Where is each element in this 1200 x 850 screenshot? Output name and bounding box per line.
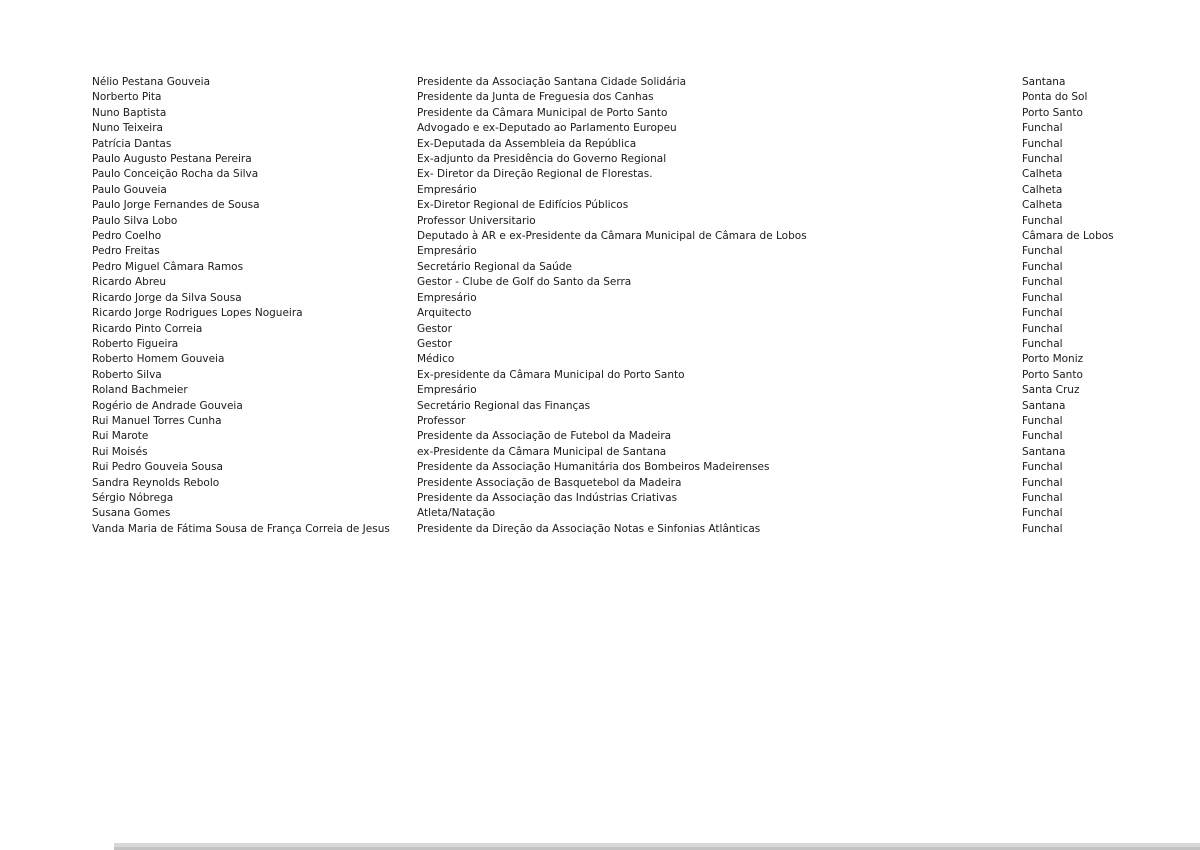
person-role: Professor Universitario xyxy=(417,214,536,227)
table-row xyxy=(92,275,1112,290)
person-role: Professor xyxy=(417,414,466,427)
person-role: Deputado à AR e ex-Presidente da Câmara Municipal de Câmara de Lobos xyxy=(417,230,807,243)
person-city: Funchal xyxy=(1022,291,1063,304)
table-row xyxy=(92,399,1112,414)
person-name: Roberto Homem Gouveia xyxy=(92,353,225,366)
person-city: Funchal xyxy=(1022,214,1063,227)
person-name: Ricardo Jorge Rodrigues Lopes Nogueira xyxy=(92,307,303,320)
person-city: Funchal xyxy=(1022,153,1063,166)
table-row xyxy=(92,368,1112,383)
person-city: Funchal xyxy=(1022,276,1063,289)
person-role: Atleta/Natação xyxy=(417,507,496,520)
table-row xyxy=(92,291,1112,306)
person-name: Roland Bachmeier xyxy=(92,384,188,397)
person-name: Pedro Coelho xyxy=(92,230,162,243)
person-name: Ricardo Abreu xyxy=(92,276,167,289)
person-city: Funchal xyxy=(1022,491,1063,504)
table-row xyxy=(92,352,1112,367)
person-role: Presidente da Direção da Associação Notas e Sinfonias Atlânticas xyxy=(417,522,761,535)
person-name: Sérgio Nóbrega xyxy=(92,491,174,504)
person-role: Presidente da Câmara Municipal de Porto Santo xyxy=(417,106,668,119)
table-row xyxy=(92,476,1112,491)
person-city: Calheta xyxy=(1022,183,1063,196)
person-role: Presidente da Associação Humanitária dos Bombeiros Madeirenses xyxy=(417,461,770,474)
person-role: Presidente Associação de Basquetebol da Madeira xyxy=(417,476,682,489)
table-row xyxy=(92,183,1112,198)
person-role: Ex-Deputada da Assembleia da República xyxy=(417,137,637,150)
table-row xyxy=(92,260,1112,275)
person-name: Paulo Silva Lobo xyxy=(92,214,178,227)
person-city: Funchal xyxy=(1022,337,1063,350)
person-name: Nélio Pestana Gouveia xyxy=(92,76,211,88)
person-name: Rui Pedro Gouveia Sousa xyxy=(92,461,223,474)
person-role: Ex-presidente da Câmara Municipal do Porto Santo xyxy=(417,368,685,381)
person-city: Funchal xyxy=(1022,245,1063,258)
table-row xyxy=(92,429,1112,444)
table-row xyxy=(92,167,1112,182)
table-row xyxy=(92,244,1112,259)
person-city: Funchal xyxy=(1022,307,1063,320)
person-role: Presidente da Associação de Futebol da Madeira xyxy=(417,430,672,443)
person-role: Arquitecto xyxy=(417,307,472,320)
person-city: Funchal xyxy=(1022,522,1063,535)
table-row xyxy=(92,322,1112,337)
person-role: Advogado e ex-Deputado ao Parlamento Europeu xyxy=(417,122,677,135)
table-row xyxy=(92,137,1112,152)
person-name: Patrícia Dantas xyxy=(92,137,172,150)
person-city: Santana xyxy=(1022,399,1066,412)
table-row xyxy=(92,106,1112,121)
person-role: Gestor xyxy=(417,337,452,350)
table-row xyxy=(92,214,1112,229)
person-role: Presidente da Associação Santana Cidade Solidária xyxy=(417,76,687,88)
table-row xyxy=(92,229,1112,244)
table-row xyxy=(92,491,1112,506)
person-name: Ricardo Jorge da Silva Sousa xyxy=(92,291,242,304)
person-name: Paulo Jorge Fernandes de Sousa xyxy=(92,199,260,212)
person-role: Secretário Regional das Finanças xyxy=(417,399,591,412)
table-row xyxy=(92,90,1112,105)
person-role: Empresário xyxy=(417,245,477,258)
person-city: Ponta do Sol xyxy=(1022,91,1088,104)
person-role: Ex- Diretor da Direção Regional de Florestas. xyxy=(417,168,653,181)
person-city: Calheta xyxy=(1022,199,1063,212)
person-city: Funchal xyxy=(1022,137,1063,150)
person-city: Câmara de Lobos xyxy=(1022,230,1114,243)
table-row xyxy=(92,337,1112,352)
person-city: Funchal xyxy=(1022,461,1063,474)
person-name: Paulo Gouveia xyxy=(92,183,167,196)
person-role: Empresário xyxy=(417,183,477,196)
person-role: Empresário xyxy=(417,291,477,304)
table-row xyxy=(92,306,1112,321)
table-row xyxy=(92,121,1112,136)
table-row xyxy=(92,522,1112,537)
person-name: Sandra Reynolds Rebolo xyxy=(92,476,220,489)
person-role: Presidente da Associação das Indústrias Criativas xyxy=(417,491,678,504)
person-name: Rogério de Andrade Gouveia xyxy=(92,399,243,412)
person-city: Funchal xyxy=(1022,414,1063,427)
person-city: Porto Santo xyxy=(1022,106,1083,119)
person-name: Pedro Miguel Câmara Ramos xyxy=(92,260,244,273)
table-row xyxy=(92,506,1112,521)
person-name: Paulo Augusto Pestana Pereira xyxy=(92,153,252,166)
table-row xyxy=(92,198,1112,213)
person-name: Rui Manuel Torres Cunha xyxy=(92,414,222,427)
person-role: Médico xyxy=(417,353,455,366)
person-name: Rui Moisés xyxy=(92,445,148,458)
person-name: Norberto Pita xyxy=(92,91,162,104)
person-name: Roberto Silva xyxy=(92,368,162,381)
person-city: Porto Santo xyxy=(1022,368,1083,381)
person-role: Empresário xyxy=(417,384,477,397)
person-city: Santana xyxy=(1022,76,1066,88)
person-city: Funchal xyxy=(1022,507,1063,520)
person-role: Gestor - Clube de Golf do Santo da Serra xyxy=(417,276,632,289)
person-city: Funchal xyxy=(1022,476,1063,489)
person-city: Calheta xyxy=(1022,168,1063,181)
table-row xyxy=(92,445,1112,460)
person-name: Roberto Figueira xyxy=(92,337,179,350)
table-body xyxy=(92,75,1112,537)
person-role: Ex-adjunto da Presidência do Governo Regional xyxy=(417,153,667,166)
page-bottom-shadow xyxy=(0,840,1200,850)
person-name: Pedro Freitas xyxy=(92,245,160,258)
signatories-list xyxy=(92,75,1112,537)
person-name: Nuno Baptista xyxy=(92,106,167,119)
person-city: Santana xyxy=(1022,445,1066,458)
person-name: Vanda Maria de Fátima Sousa de França Correia de Jesus xyxy=(92,522,390,535)
person-role: ex-Presidente da Câmara Municipal de Santana xyxy=(417,445,667,458)
person-city: Funchal xyxy=(1022,430,1063,443)
table-row xyxy=(92,414,1112,429)
signatories-table xyxy=(92,75,1112,537)
person-role: Ex-Diretor Regional de Edifícios Públicos xyxy=(417,199,629,212)
table-row xyxy=(92,383,1112,398)
person-city: Funchal xyxy=(1022,260,1063,273)
person-city: Funchal xyxy=(1022,122,1063,135)
person-role: Secretário Regional da Saúde xyxy=(417,260,572,273)
person-name: Paulo Conceição Rocha da Silva xyxy=(92,168,259,181)
table-row xyxy=(92,152,1112,167)
person-city: Santa Cruz xyxy=(1022,384,1080,397)
person-role: Presidente da Junta de Freguesia dos Canhas xyxy=(417,91,654,104)
table-row xyxy=(92,460,1112,475)
table-row xyxy=(92,75,1112,90)
person-city: Porto Moniz xyxy=(1022,353,1084,366)
person-name: Nuno Teixeira xyxy=(92,122,163,135)
person-role: Gestor xyxy=(417,322,452,335)
person-name: Susana Gomes xyxy=(92,507,171,520)
person-name: Ricardo Pinto Correia xyxy=(92,322,203,335)
person-name: Rui Marote xyxy=(92,430,149,443)
person-city: Funchal xyxy=(1022,322,1063,335)
